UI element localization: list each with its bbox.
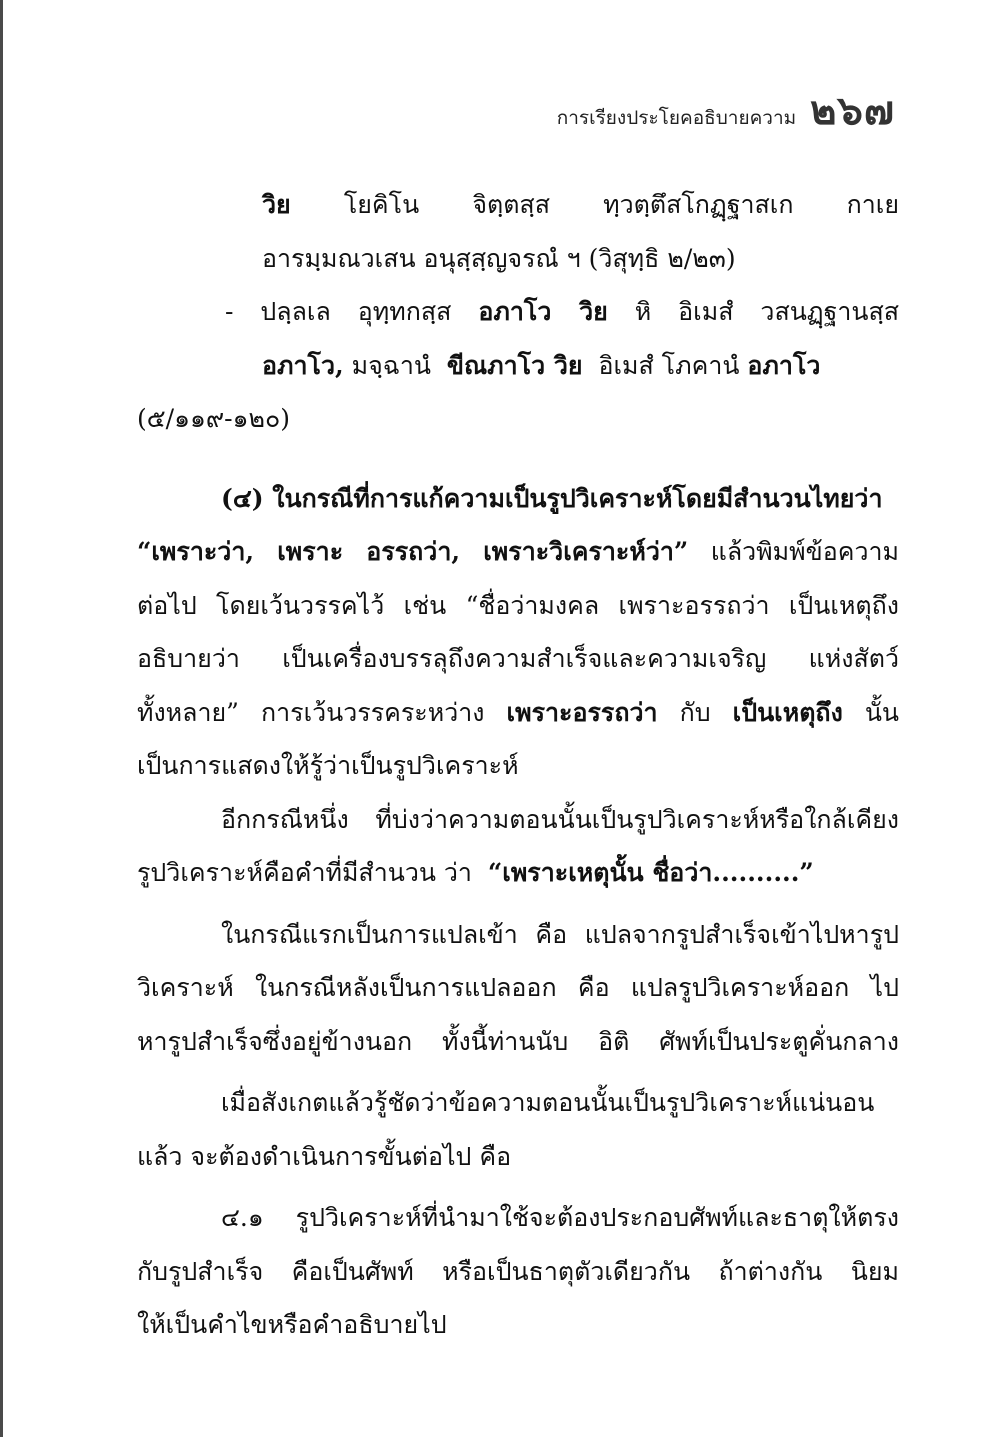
spacer (137, 1183, 899, 1191)
running-header (557, 78, 895, 142)
text: กับ (679, 697, 711, 727)
section-heading (137, 472, 899, 526)
text: นั้น (864, 697, 899, 727)
text: กับรูปสำเร็จ คือเป็นศัพท์ หรือเป็นธาตุตัวเดียวกัน ถ้าต่างกัน นิยม (137, 1256, 899, 1286)
quote-line-3 (137, 285, 899, 339)
quote-text: หิ อิเมสํ วสนฏฺฐานสฺส (634, 297, 899, 326)
text: ในกรณีแรกเป็นการแปลเข้า คือ แปลจากรูปสำเร็จเข้าไปหารูป (221, 919, 899, 949)
page-left-edge (0, 0, 3, 1437)
text: วิเคราะห์ ในกรณีหลังเป็นการแปลออก คือ แปลรูปวิเคราะห์ออก ไป (137, 973, 899, 1002)
paragraph-3-line-3 (137, 1015, 899, 1069)
quote-text: อิเมสํ โภคานํ (598, 350, 740, 380)
quote-bold-phrase: ขีณภาโว วิย (446, 350, 583, 380)
paragraph-1-line-4 (137, 686, 899, 740)
reference-text: (๕/๑๑๙-๑๒๐) (137, 404, 290, 433)
quote-bold-phrase: อภาโว (747, 350, 821, 380)
paragraph-2-line-2 (137, 846, 899, 900)
text: รูปวิเคราะห์คือคำที่มีสำนวน ว่า (137, 858, 472, 887)
spacer (137, 1068, 899, 1076)
text: อีกกรณีหนึ่ง ที่บ่งว่าความตอนนั้นเป็นรูปวิเคราะห์หรือใกล้เคียง (221, 804, 899, 834)
text: หารูปสำเร็จซึ่งอยู่ข้างนอก ทั้งนี้ท่านนับ อิติ ศัพท์เป็นประตูคั่นกลาง (137, 1026, 899, 1056)
bold-phrase: เป็นเหตุถึง (732, 697, 843, 727)
quote-line-1 (137, 178, 899, 232)
quote-text: มจฺฉานํ (351, 350, 431, 380)
quote-line-2 (137, 232, 899, 286)
paragraph-5-line-2 (137, 1245, 899, 1299)
paragraph-5-line-1 (137, 1191, 899, 1245)
text: อธิบายว่า เป็นเครื่องบรรลุถึงความสำเร็จและความเจริญ แห่งสัตว์ (137, 644, 899, 673)
paragraph-2-line-1 (137, 793, 899, 847)
text: แล้ว จะต้องดำเนินการขั้นต่อไป คือ (137, 1141, 512, 1171)
text: ทั้งหลาย” การเว้นวรรคระหว่าง (137, 697, 485, 727)
quote-bold-word: วิย (262, 190, 291, 219)
quote-bold-phrase: อภาโว วิย (478, 297, 608, 326)
paragraph-1-line-5 (137, 739, 899, 793)
page-number: ๒๖๗ (810, 88, 895, 134)
paragraph-3-line-1 (137, 908, 899, 962)
text: ๔.๑ รูปวิเคราะห์ที่นำมาใช้จะต้องประกอบศัพท์และธาตุให้ตรง (221, 1203, 899, 1232)
header-title: การเรียงประโยคอธิบายความ (556, 107, 797, 129)
quote-text: อารมฺมณวเสน อนุสฺสฺญจรณํ ฯ (วิสุทฺธิ ๒/๒๓) (262, 243, 736, 273)
text: เป็นการแสดงให้รู้ว่าเป็นรูปวิเคราะห์ (137, 751, 519, 780)
paragraph-4-line-1 (137, 1076, 899, 1130)
quote-line-4 (137, 339, 899, 393)
quote-dash: - (225, 297, 234, 326)
quote-reference (137, 392, 899, 446)
bold-phrase: “เพราะว่า, เพราะ อรรถว่า, เพราะวิเคราะห์ว่า” (137, 537, 689, 566)
spacer (137, 900, 899, 908)
body-text (137, 178, 899, 1352)
paragraph-1-line-1 (137, 525, 899, 579)
quote-bold-phrase: อภาโว, (262, 350, 344, 380)
quote-text: ปลฺลเล อุทฺทกสฺส (260, 297, 452, 326)
heading-text: (๔) ในกรณีที่การแก้ความเป็นรูปวิเคราะห์โดยมีสำนวนไทยว่า (221, 483, 883, 513)
paragraph-3-line-2 (137, 961, 899, 1015)
paragraph-4-line-2 (137, 1130, 899, 1184)
paragraph-1-line-3 (137, 632, 899, 686)
text: แล้วพิมพ์ข้อความ (710, 537, 899, 566)
spacer (137, 446, 899, 472)
paragraph-1-line-2 (137, 579, 899, 633)
text: เมื่อสังเกตแล้วรู้ชัดว่าข้อความตอนนั้นเป็นรูปวิเคราะห์แน่นอน (221, 1088, 875, 1117)
text: ต่อไป โดยเว้นวรรคไว้ เช่น “ชื่อว่ามงคล เพราะอรรถว่า เป็นเหตุถึง (137, 590, 899, 620)
bold-phrase: เพราะอรรถว่า (506, 697, 658, 727)
bold-phrase: “เพราะเหตุนั้น ชื่อว่า..........” (487, 858, 814, 887)
text: ให้เป็นคำไขหรือคำอธิบายไป (137, 1310, 447, 1339)
quote-text: โยคิโน จิตฺตสฺส ทฺวตฺตึสโกฏฺฐาสเก กาเย (343, 190, 899, 219)
paragraph-5-line-3 (137, 1298, 899, 1352)
